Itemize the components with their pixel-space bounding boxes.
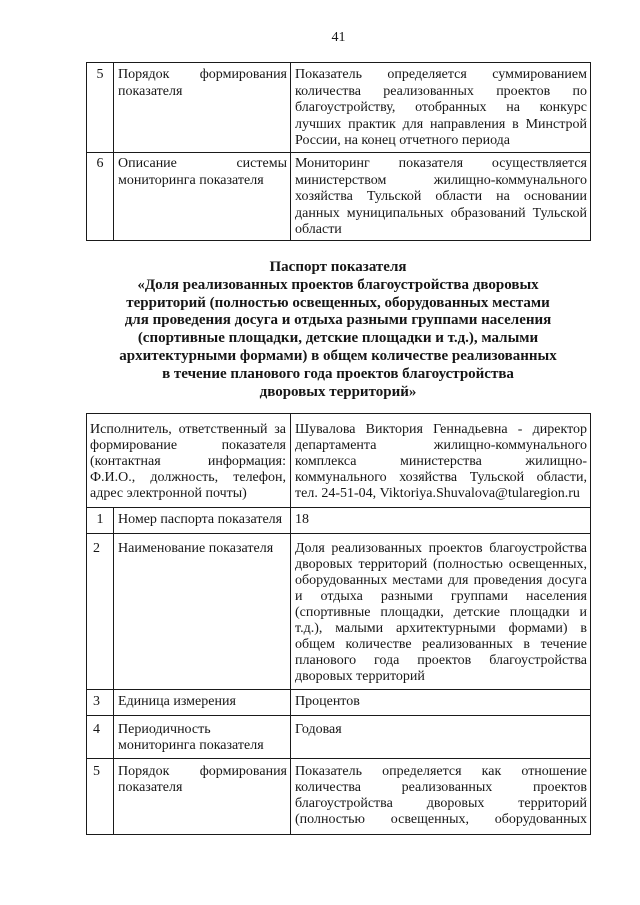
- row-number: 5: [87, 759, 114, 835]
- row-value: [291, 716, 591, 759]
- responsible-value: [291, 414, 591, 508]
- text-line: показателя: [118, 83, 183, 99]
- row-number: 5: [87, 63, 114, 153]
- row-value: [291, 63, 591, 153]
- text-line: адрес электронной почты): [90, 486, 247, 501]
- row-number: 2: [87, 534, 114, 690]
- row-value: [291, 534, 591, 690]
- table-row: [87, 508, 591, 534]
- indicator-table-continued: [86, 62, 591, 241]
- text-line: департамента жилищно-коммунального: [295, 438, 587, 453]
- row-label: [114, 759, 291, 835]
- text-line: дворовых территорий: [295, 669, 425, 684]
- row-label: [114, 63, 291, 153]
- text-line: Шувалова Виктория Геннадьевна - директор: [295, 422, 587, 437]
- text-line: и отдыха разными группами населения: [295, 589, 587, 604]
- table-row: [87, 414, 591, 508]
- text-line: области: [295, 222, 342, 237]
- text-line: мониторинга показателя: [118, 738, 264, 753]
- table-row: [87, 534, 591, 690]
- passport-name-line: «Доля реализованных проектов благоустройства дворовых: [137, 276, 539, 293]
- text-line: Исполнитель, ответственный за: [90, 422, 286, 437]
- text-line: Показатель определяется суммированием: [295, 67, 587, 82]
- page-number: 41: [331, 30, 346, 45]
- text-line: России, на конец отчетного периода: [295, 133, 511, 148]
- row-label: [114, 534, 291, 690]
- table-row: [87, 759, 591, 835]
- row-value: [291, 153, 591, 241]
- text-line: Годовая: [295, 722, 342, 737]
- row-number: 1: [87, 508, 114, 534]
- text-line: количества реализованных проектов: [295, 780, 587, 795]
- text-line: мониторинга показателя: [118, 172, 264, 188]
- passport-name-line: в течение планового года проектов благоустройства: [162, 365, 514, 382]
- text-line: (полностью освещенных, оборудованных: [295, 812, 587, 827]
- passport-name-line: дворовых территорий»: [259, 383, 417, 400]
- text-line: лучших практик для направления в Минстрой: [295, 116, 587, 132]
- text-line: Описание системы: [118, 156, 287, 171]
- row-label: [114, 508, 291, 534]
- text-line: комплекса министерства жилищно-: [295, 454, 587, 469]
- text-line: Порядок формирования: [118, 764, 287, 779]
- text-line: (контактная информация:: [90, 454, 286, 469]
- text-line: Номер паспорта показателя: [118, 512, 283, 527]
- row-value: [291, 690, 591, 716]
- text-line: Единица измерения: [118, 694, 236, 709]
- row-label: [114, 690, 291, 716]
- text-line: Наименование показателя: [118, 541, 274, 556]
- table-row: [87, 153, 591, 241]
- passport-name-line: территорий (полностью освещенных, оборудованных местами: [126, 294, 550, 311]
- responsible-label: [87, 414, 291, 508]
- text-line: Показатель определяется как отношение: [295, 764, 587, 779]
- text-line: дворовых территорий (полностью освещенных,: [295, 557, 587, 572]
- row-label: [114, 716, 291, 759]
- text-line: Порядок формирования: [118, 67, 287, 82]
- text-line: министерством жилищно-коммунального: [295, 172, 587, 188]
- table-row: [87, 690, 591, 716]
- text-line: благоустройству, отобранных на конкурс: [295, 100, 587, 115]
- row-number: 4: [87, 716, 114, 759]
- text-line: Мониторинг показателя осуществляется: [295, 156, 587, 171]
- text-line: планового года проектов благоустройства: [295, 653, 587, 668]
- passport-name-line: для проведения досуга и отдыха разными группами населения: [124, 312, 552, 329]
- text-line: Доля реализованных проектов благоустройства: [295, 541, 587, 556]
- indicator-passport-table: [86, 413, 591, 835]
- text-line: тел. 24-51-04, Viktoriya.Shuvalova@tularegion.ru: [295, 486, 580, 501]
- table-row: [87, 716, 591, 759]
- text-line: Процентов: [295, 694, 360, 709]
- text-line: хозяйства Тульской области на основании: [295, 189, 587, 204]
- text-line: оборудованных местами для проведения досуга: [295, 573, 587, 588]
- text-line: общем количестве реализованных в течение: [295, 637, 587, 652]
- row-value: [291, 508, 591, 534]
- text-line: формирование показателя: [90, 438, 286, 453]
- text-line: 18: [295, 512, 309, 527]
- text-line: благоустройства дворовых территорий: [295, 796, 587, 811]
- passport-name-line: архитектурными формами) в общем количестве реализованных: [119, 347, 557, 364]
- row-number: 3: [87, 690, 114, 716]
- text-line: Периодичность: [118, 722, 211, 737]
- text-line: показателя: [118, 780, 183, 795]
- row-value: [291, 759, 591, 835]
- passport-heading: Паспорт показателя: [269, 259, 407, 275]
- text-line: Ф.И.О., должность, телефон,: [90, 470, 286, 485]
- text-line: т.д.), малыми архитектурными формами) в: [295, 621, 587, 636]
- table-row: [87, 63, 591, 153]
- row-label: [114, 153, 291, 241]
- passport-name-line: (спортивные площадки, детские площадки и т.д.), малыми: [137, 330, 539, 347]
- text-line: количества реализованных проектов по: [295, 83, 587, 99]
- passport-title: [86, 259, 590, 401]
- text-line: (спортивные площадки, детские площадки и: [295, 605, 587, 620]
- text-line: данных муниципальных образований Тульской: [295, 205, 587, 221]
- row-number: 6: [87, 153, 114, 241]
- text-line: коммунального хозяйства Тульской области,: [295, 470, 587, 485]
